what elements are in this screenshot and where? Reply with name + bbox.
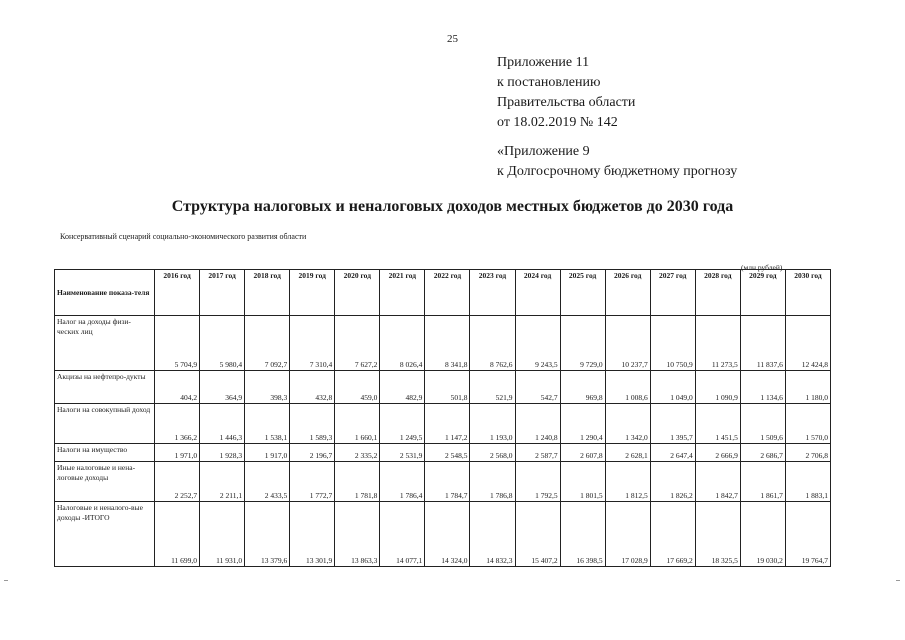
table-cell: 15 407,2 xyxy=(515,502,560,567)
table-cell: 1 366,2 xyxy=(155,404,200,444)
year-header: 2017 год xyxy=(200,270,245,316)
table-cell: 1 008,6 xyxy=(605,371,650,404)
table-cell: 1 812,5 xyxy=(605,462,650,502)
revenue-table xyxy=(54,269,831,567)
table-cell: 459,0 xyxy=(335,371,380,404)
document-title: Структура налоговых и неналоговых доходов местных бюджетов до 2030 года xyxy=(171,198,734,215)
year-header: 2019 год xyxy=(290,270,335,316)
table-cell: 1 826,2 xyxy=(650,462,695,502)
table-cell: 2 607,8 xyxy=(560,444,605,462)
table-row xyxy=(55,404,831,444)
table-cell: 1 917,0 xyxy=(245,444,290,462)
table-cell: 11 837,6 xyxy=(740,316,785,371)
table-cell: 1 801,5 xyxy=(560,462,605,502)
table-cell: 1 772,7 xyxy=(290,462,335,502)
table-cell: 8 341,8 xyxy=(425,316,470,371)
table-cell: 19 764,7 xyxy=(785,502,830,567)
table-cell: 12 424,8 xyxy=(785,316,830,371)
appendix-block xyxy=(497,53,635,133)
table-cell: 1 049,0 xyxy=(650,371,695,404)
table-cell: 8 026,4 xyxy=(380,316,425,371)
year-header: 2027 год xyxy=(650,270,695,316)
table-cell: 1 883,1 xyxy=(785,462,830,502)
table-cell: 1 395,7 xyxy=(650,404,695,444)
table-cell: 2 587,7 xyxy=(515,444,560,462)
table-cell: 1 589,3 xyxy=(290,404,335,444)
table-cell: 1 451,5 xyxy=(695,404,740,444)
table-row xyxy=(55,444,831,462)
table-cell: 1 090,9 xyxy=(695,371,740,404)
table-cell: 10 237,7 xyxy=(605,316,650,371)
table-row xyxy=(55,371,831,404)
table-body xyxy=(55,316,831,567)
table-cell: 9 729,0 xyxy=(560,316,605,371)
table-cell: 432,8 xyxy=(290,371,335,404)
table-cell: 13 379,6 xyxy=(245,502,290,567)
table-row xyxy=(55,502,831,567)
table-cell: 10 750,9 xyxy=(650,316,695,371)
table-cell: 5 980,4 xyxy=(200,316,245,371)
table-cell: 5 704,9 xyxy=(155,316,200,371)
year-header: 2030 год xyxy=(785,270,830,316)
table-cell: 1 786,8 xyxy=(470,462,515,502)
table-cell: 2 252,7 xyxy=(155,462,200,502)
table-cell: 1 446,3 xyxy=(200,404,245,444)
table-cell: 2 568,0 xyxy=(470,444,515,462)
table-cell: 2 628,1 xyxy=(605,444,650,462)
table-cell: 1 570,0 xyxy=(785,404,830,444)
table-cell: 2 433,5 xyxy=(245,462,290,502)
table-cell: 1 147,2 xyxy=(425,404,470,444)
table-cell: 1 660,1 xyxy=(335,404,380,444)
table-cell: 8 762,6 xyxy=(470,316,515,371)
edge-mark xyxy=(896,580,900,581)
table-cell: 1 290,4 xyxy=(560,404,605,444)
table-cell: 17 028,9 xyxy=(605,502,650,567)
table-cell: 1 971,0 xyxy=(155,444,200,462)
table-cell: 1 781,8 xyxy=(335,462,380,502)
table-cell: 1 249,5 xyxy=(380,404,425,444)
table-cell: 11 273,5 xyxy=(695,316,740,371)
table-cell: 1 342,0 xyxy=(605,404,650,444)
table-cell: 19 030,2 xyxy=(740,502,785,567)
table-cell: 1 928,3 xyxy=(200,444,245,462)
table-cell: 404,2 xyxy=(155,371,200,404)
year-header: 2021 год xyxy=(380,270,425,316)
table-cell: 13 863,3 xyxy=(335,502,380,567)
table-cell: 521,9 xyxy=(470,371,515,404)
table-cell: 2 196,7 xyxy=(290,444,335,462)
table-cell: 482,9 xyxy=(380,371,425,404)
year-header: 2023 год xyxy=(470,270,515,316)
table-cell: 969,8 xyxy=(560,371,605,404)
scenario-caption: Консервативный сценарий социально-экономического развития области xyxy=(60,232,307,241)
table-cell: 501,8 xyxy=(425,371,470,404)
table-cell: 14 324,0 xyxy=(425,502,470,567)
appendix-line: к постановлению xyxy=(497,75,601,90)
row-label: Налог на доходы физи-ческих лиц xyxy=(55,316,155,371)
row-label: Иные налоговые и нена-логовые доходы xyxy=(55,462,155,502)
year-header: 2022 год xyxy=(425,270,470,316)
row-label: Налоги на совокупный доход xyxy=(55,404,155,444)
table-row xyxy=(55,462,831,502)
table-cell: 1 240,8 xyxy=(515,404,560,444)
table-cell: 2 548,5 xyxy=(425,444,470,462)
table-cell: 1 134,6 xyxy=(740,371,785,404)
row-label: Налоги на имущество xyxy=(55,444,155,462)
table-cell: 1 861,7 xyxy=(740,462,785,502)
table-cell: 13 301,9 xyxy=(290,502,335,567)
table-cell: 2 666,9 xyxy=(695,444,740,462)
table-cell: 2 531,9 xyxy=(380,444,425,462)
table-cell: 11 699,0 xyxy=(155,502,200,567)
table-cell: 2 647,4 xyxy=(650,444,695,462)
unit-caption: (млн рублей) xyxy=(741,263,783,272)
appendix-line: Приложение 11 xyxy=(497,55,590,70)
table-cell: 364,9 xyxy=(200,371,245,404)
table-cell: 11 931,0 xyxy=(200,502,245,567)
table-cell: 18 325,5 xyxy=(695,502,740,567)
appendix-line: Правительства области xyxy=(497,95,636,110)
year-header: 2024 год xyxy=(515,270,560,316)
table-cell: 1 792,5 xyxy=(515,462,560,502)
appendix-block-2 xyxy=(497,142,737,182)
table-cell: 7 092,7 xyxy=(245,316,290,371)
edge-mark xyxy=(4,580,8,581)
table-cell: 14 832,3 xyxy=(470,502,515,567)
year-header: 2020 год xyxy=(335,270,380,316)
table-cell: 2 706,8 xyxy=(785,444,830,462)
table-cell: 1 786,4 xyxy=(380,462,425,502)
table-cell: 1 509,6 xyxy=(740,404,785,444)
table-cell: 14 077,1 xyxy=(380,502,425,567)
table-cell: 2 335,2 xyxy=(335,444,380,462)
table-cell: 16 398,5 xyxy=(560,502,605,567)
table-cell: 7 627,2 xyxy=(335,316,380,371)
table-cell: 17 669,2 xyxy=(650,502,695,567)
table-cell: 542,7 xyxy=(515,371,560,404)
table-row xyxy=(55,316,831,371)
name-column-header: Наименование показа-теля xyxy=(55,270,155,316)
row-label: Акцизы на нефтепро-дукты xyxy=(55,371,155,404)
year-header: 2025 год xyxy=(560,270,605,316)
table-cell: 398,3 xyxy=(245,371,290,404)
table-cell: 7 310,4 xyxy=(290,316,335,371)
year-header: 2029 год xyxy=(740,270,785,316)
appendix-line: «Приложение 9 xyxy=(497,144,590,159)
table-cell: 1 538,1 xyxy=(245,404,290,444)
year-header: 2016 год xyxy=(155,270,200,316)
year-header: 2026 год xyxy=(605,270,650,316)
page-number: 25 xyxy=(447,33,458,45)
table-cell: 2 686,7 xyxy=(740,444,785,462)
year-header: 2018 год xyxy=(245,270,290,316)
table-cell: 1 784,7 xyxy=(425,462,470,502)
table-cell: 1 180,0 xyxy=(785,371,830,404)
table-cell: 2 211,1 xyxy=(200,462,245,502)
table-cell: 1 842,7 xyxy=(695,462,740,502)
appendix-line: к Долгосрочному бюджетному прогнозу xyxy=(497,164,738,179)
appendix-line: от 18.02.2019 № 142 xyxy=(497,115,618,130)
table-header-row xyxy=(55,270,831,316)
table-cell: 9 243,5 xyxy=(515,316,560,371)
year-header: 2028 год xyxy=(695,270,740,316)
table-cell: 1 193,0 xyxy=(470,404,515,444)
row-label: Налоговые и неналого-вые доходы -ИТОГО xyxy=(55,502,155,567)
